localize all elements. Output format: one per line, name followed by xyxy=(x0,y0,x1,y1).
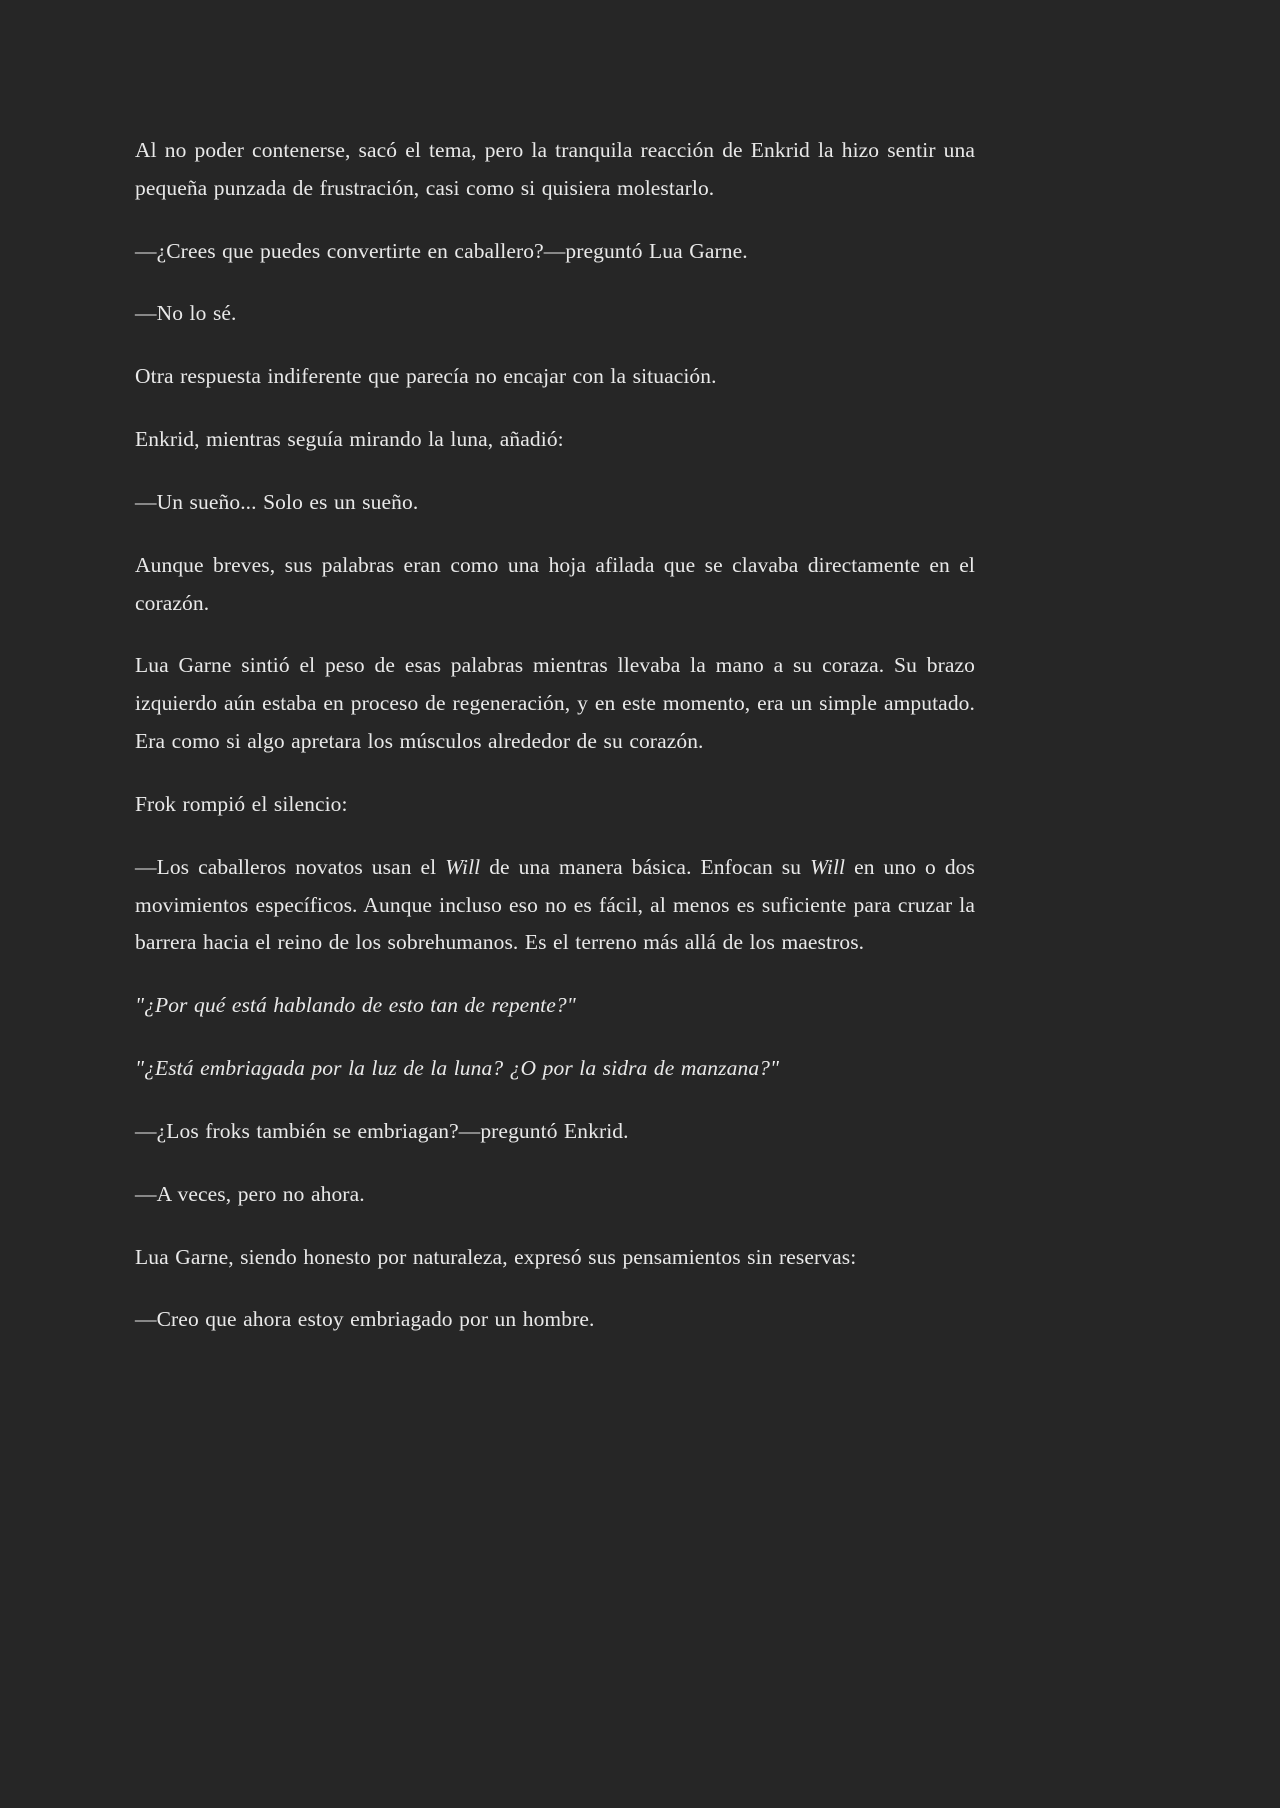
paragraph xyxy=(135,295,975,333)
paragraph xyxy=(135,547,975,623)
body-text: —Creo que ahora estoy embriagado por un hombre. xyxy=(135,1307,595,1332)
body-text: Aunque breves, sus palabras eran como una hoja afilada que se clavaba directamente en el corazón. xyxy=(135,552,975,615)
emphasized-text: Will xyxy=(445,854,481,879)
paragraph xyxy=(135,647,975,760)
emphasized-text: Will xyxy=(810,854,846,879)
body-text: Lua Garne, siendo honesto por naturaleza, expresó sus pensamientos sin reservas: xyxy=(135,1244,857,1269)
body-text: Enkrid, mientras seguía mirando la luna, añadió: xyxy=(135,427,564,452)
body-text: Otra respuesta indiferente que parecía no encajar con la situación. xyxy=(135,364,717,389)
body-text: de una manera básica. Enfocan su xyxy=(480,854,811,879)
body-text: Lua Garne sintió el peso de esas palabras mientras llevaba la mano a su coraza. Su brazo izquierdo aún estaba en proceso de regeneración, y en este momento, era un simple amputado. Era como si algo apretara los músculos alrededor de su corazón. xyxy=(135,653,975,754)
paragraph xyxy=(135,786,975,824)
paragraph xyxy=(135,987,975,1025)
paragraph xyxy=(135,358,975,396)
paragraph xyxy=(135,1113,975,1151)
body-text: Al no poder contenerse, sacó el tema, pero la tranquila reacción de Enkrid la hizo sentir una pequeña punzada de frustración, casi como si quisiera molestarlo. xyxy=(135,138,975,200)
body-text: "¿Por qué está hablando de esto tan de repente?" xyxy=(135,993,576,1018)
body-text: Frok rompió el silencio: xyxy=(135,791,348,816)
paragraph xyxy=(135,1050,975,1088)
paragraph xyxy=(135,1301,975,1339)
body-text: —A veces, pero no ahora. xyxy=(135,1181,365,1206)
paragraph xyxy=(135,849,975,962)
body-text: —Los caballeros novatos usan el xyxy=(135,854,446,879)
body-text: —Un sueño... Solo es un sueño. xyxy=(135,489,419,514)
paragraph xyxy=(135,132,975,208)
body-text: —¿Crees que puedes convertirte en caballero?—preguntó Lua Garne. xyxy=(135,238,748,263)
body-text: en uno o dos movimientos específicos. Aunque incluso eso no es fácil, al menos es suficiente para cruzar la barrera hacia el reino de los sobrehumanos. Es el terreno más allá de los maestros. xyxy=(135,854,975,955)
document-body xyxy=(135,0,975,1339)
paragraph xyxy=(135,421,975,459)
paragraph xyxy=(135,1176,975,1214)
paragraph xyxy=(135,1239,975,1277)
body-text: —No lo sé. xyxy=(135,301,237,326)
paragraph xyxy=(135,233,975,271)
body-text: "¿Está embriagada por la luz de la luna? ¿O por la sidra de manzana?" xyxy=(135,1056,780,1081)
paragraph xyxy=(135,484,975,522)
body-text: —¿Los froks también se embriagan?—preguntó Enkrid. xyxy=(135,1118,629,1143)
